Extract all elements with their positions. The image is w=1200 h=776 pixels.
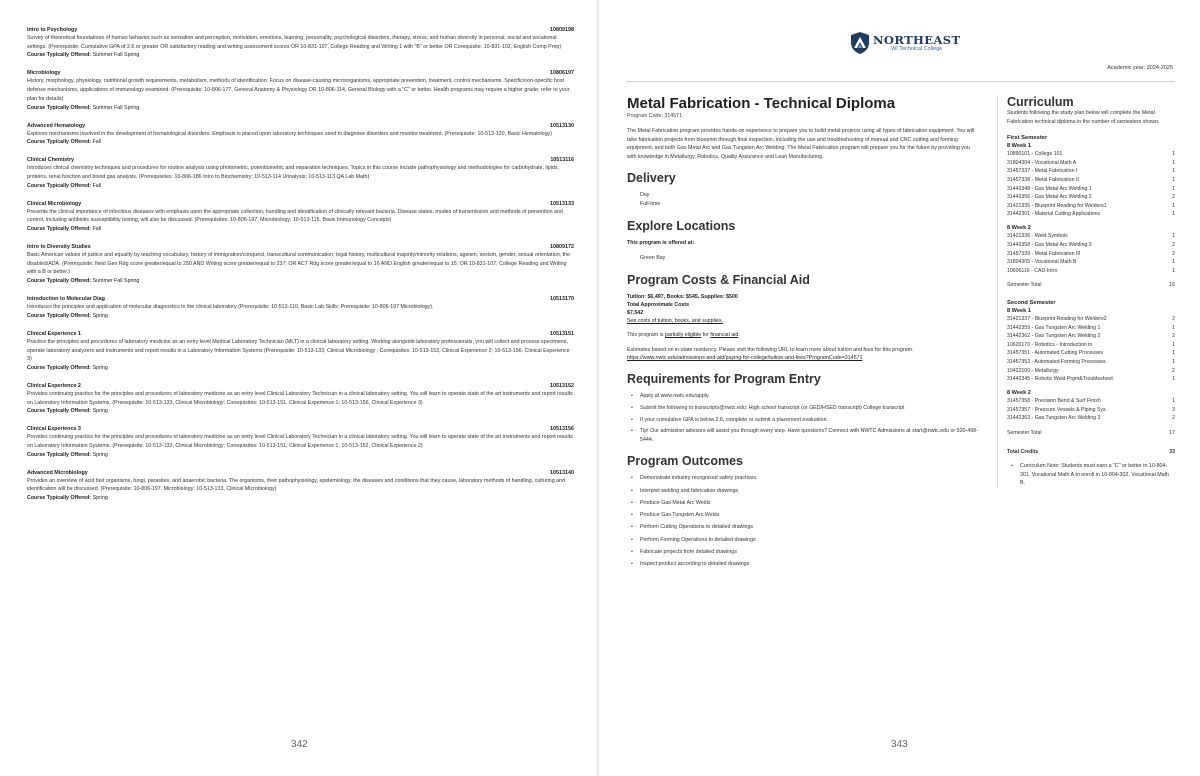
course-title: Clinical Microbiology — [27, 200, 82, 207]
course-credits: 1 — [1172, 233, 1175, 240]
course-offered-label: Course Typically Offered: — [27, 364, 92, 371]
curriculum-course-row — [1007, 341, 1175, 350]
course-entry — [27, 123, 574, 147]
course-credits: 1 — [1172, 398, 1175, 405]
course-code: 10513130 — [550, 122, 574, 129]
tuition-url-link[interactable]: https://www.nwtc.edu/admissions-and-aid/paying-for-college/tuition-and-fees?ProgramCode=314571 — [627, 354, 863, 361]
course-header — [27, 383, 574, 390]
course-title: Advanced Hematology — [27, 122, 86, 129]
course-credits: 1 — [1172, 176, 1175, 183]
academic-year: Academic year: 2024-2025 — [1107, 65, 1173, 71]
total-credits-label: Total Credits — [1007, 448, 1039, 455]
course-title: Introduction to Molecular Diag — [27, 296, 105, 303]
page-number: 342 — [291, 739, 308, 750]
course-description: Practice the principles and procedures of laboratory medicine as an entry level Medical Laboratory Technician (MLT) in a clinical laboratory setting. Working alongside laboratory professionals, you will collect and process specimens, operate laboratory analyzers and instruments and report results in a Laboratory Information Systems (Prerequisite: 10-513-133, Clinical Microbiology ; Corequisites: 10-513-152, Clinical Experience 2; 10-513-156, Clinical Experience 3) — [27, 338, 570, 363]
delivery-item: Full-time — [640, 201, 661, 208]
course-header — [27, 244, 574, 251]
course-header — [27, 157, 574, 164]
course-entry — [27, 201, 574, 233]
eligibility-text: . — [738, 332, 740, 339]
course-name: 31442345 - Robotic Weld Prgm&Troubleshoot — [1007, 376, 1113, 383]
semester-total-value: 16 — [1169, 282, 1175, 289]
delivery-heading: Delivery — [627, 171, 676, 186]
curriculum-course-row — [1007, 193, 1175, 202]
course-credits: 1 — [1172, 376, 1175, 383]
course-credits: 1 — [1172, 168, 1175, 175]
course-offered-terms: Summer Fall Spring — [92, 104, 140, 111]
course-credits: 1 — [1172, 267, 1175, 274]
course-offered-terms: Spring — [92, 495, 108, 502]
course-offered — [27, 451, 574, 459]
course-name: 31442348 - Gas Metal Arc Welding 1 — [1007, 185, 1092, 192]
eligibility-text: for — [702, 332, 709, 339]
course-header — [27, 201, 574, 208]
course-name: 31457339 - Metal Fabrication III — [1007, 250, 1081, 257]
course-credits: 1 — [1172, 159, 1175, 166]
offered-at-label: This program is offered at: — [627, 240, 695, 247]
course-title: Clinical Experience 3 — [27, 426, 81, 433]
course-offered — [27, 225, 574, 233]
course-name: 10606116 - CAD-Intro — [1007, 267, 1058, 274]
course-name: 31457337 - Metal Fabrication I — [1007, 168, 1078, 175]
logo-wordmark: NORTHEAST — [873, 32, 961, 47]
course-description: Survey of theoretical foundations of human behavior such as sensation and perception, motivation, emotions, learning, personality, psychological disorders, therapy, stress, and human diversity in personal, social and vocational settings. (Prerequisite: Cumulative GPA of 2.6 or greater OR satisfactory reading and writing assessment scores OR 10-831-107, College Reading and Writing 1 with "B" or better OR Corequisite: 10-831-102, English Comp Prep) — [27, 35, 562, 50]
course-offered — [27, 407, 574, 415]
course-name: 31442358 - Gas Metal Arc Welding 3 — [1007, 242, 1092, 249]
curriculum-course-row — [1007, 332, 1175, 341]
curriculum-course-row — [1007, 267, 1175, 276]
curriculum-course-row — [1007, 315, 1175, 324]
semester-total-label: Semester Total — [1007, 430, 1042, 437]
course-offered-label: Course Typically Offered: — [27, 451, 92, 458]
curriculum-course-row — [1007, 167, 1175, 176]
outcome-item: • Perform Cutting Operations to detailed drawings — [627, 523, 979, 531]
course-code: 10806197 — [550, 70, 574, 77]
course-entry — [27, 70, 574, 111]
course-header — [27, 426, 574, 433]
curriculum-course-row — [1007, 406, 1175, 415]
course-credits: 1 — [1172, 202, 1175, 209]
course-offered — [27, 182, 574, 190]
requirement-item: • Tip! Our admission advisors will assist you through every step. Have questions? Connect with NWTC Admissions at start@nwtc.edu or 920-498-5444. — [627, 427, 979, 444]
course-title: Advanced Microbiology — [27, 469, 88, 476]
page-number: 343 — [891, 739, 908, 750]
curriculum-heading: Curriculum — [1007, 95, 1074, 109]
course-offered-terms: Fall — [92, 182, 102, 189]
course-header — [27, 296, 574, 303]
course-offered-terms: Spring — [92, 364, 108, 371]
course-offered-terms: Spring — [92, 408, 108, 415]
course-description: Provides continuing practice for the principles and procedures of laboratory medicine as an entry level Clinical Laboratory Technician in a clinical laboratory setting. You will learn to operate state of the art instruments and report results on Laboratory Information Systems. (Prerequisite: 10-513-133, Clinical Microbiology; Corequisites: 10-513-151, Clinical Experience 1; 10-513-156, Clinical Experience 3) — [27, 390, 573, 406]
tuition-line: Tuition: $6,497, Books: $545, Supplies: $500 — [627, 293, 738, 300]
course-name: 31457358 - Precision Bend & Surf Finish — [1007, 398, 1101, 405]
course-credits: 2 — [1172, 333, 1175, 340]
course-offered-label: Course Typically Offered: — [27, 104, 92, 111]
curriculum-course-row — [1007, 176, 1175, 185]
course-list — [27, 27, 574, 513]
course-offered-terms: Spring — [92, 312, 108, 319]
course-credits: 2 — [1172, 367, 1175, 374]
curriculum-course-row — [1007, 232, 1175, 241]
course-credits: 1 — [1172, 341, 1175, 348]
curriculum-course-row — [1007, 159, 1175, 168]
course-name: 31457338 - Metal Fabrication II — [1007, 176, 1079, 183]
course-offered-label: Course Typically Offered: — [27, 408, 92, 415]
college-logo — [850, 31, 960, 55]
course-name: 31442359 - Gas Tungsten Arc Welding 1 — [1007, 324, 1101, 331]
course-offered-label: Course Typically Offered: — [27, 495, 92, 502]
outcome-item: • Produce Gas Tungsten Arc Welds — [627, 511, 979, 519]
logo-subtitle: WI Technical College — [891, 45, 943, 52]
curriculum-course-row — [1007, 202, 1175, 211]
curriculum-course-row — [1007, 397, 1175, 406]
course-entry — [27, 470, 574, 502]
financial-aid-link[interactable]: financial aid — [710, 332, 739, 339]
course-offered-label: Course Typically Offered: — [27, 182, 92, 189]
course-credits: 2 — [1172, 242, 1175, 249]
course-credits: 2 — [1172, 194, 1175, 201]
locations-heading: Explore Locations — [627, 219, 736, 234]
financial-aid-eligibility — [627, 331, 979, 339]
course-name: 10422100 - Metallurgy — [1007, 367, 1059, 374]
course-credits: 1 — [1172, 324, 1175, 331]
course-name: 31421337 - Blueprint Reading for Welders2 — [1007, 316, 1107, 322]
first-semester-title: First Semester — [1007, 135, 1048, 142]
course-code: 10513140 — [550, 469, 574, 476]
curriculum-course-row — [1007, 258, 1175, 267]
curriculum-course-row — [1007, 414, 1175, 423]
course-name: 31442301 - Material Cutting Applications — [1007, 211, 1101, 218]
right-page — [600, 0, 1200, 776]
total-credits-value: 33 — [1169, 448, 1175, 455]
course-name: 31457351 - Automated Cutting Processes — [1007, 350, 1104, 357]
semester-total-row — [1007, 429, 1175, 438]
course-description: Provides continuing practice for the principles and procedures of laboratory medicine as an entry level Clinical Laboratory Technician in a clinical laboratory setting. You will learn to operate state of the art instruments and report results on Laboratory Information Systems. (Prerequisite: 10-513-133, Clinical Microbiology; Corequisites: 10-513-151, Clinical Experience 1; 10-513-152, Clinical Experience 2) — [27, 434, 573, 450]
course-credits: 3 — [1172, 406, 1175, 413]
delivery-item: Day — [640, 192, 650, 199]
course-code: 10513156 — [550, 426, 574, 433]
course-offered — [27, 277, 574, 285]
course-name: 31442356 - Gas Metal Arc Welding 2 — [1007, 194, 1092, 201]
total-costs-value: $7,542 — [627, 309, 644, 316]
course-offered — [27, 364, 574, 372]
course-description: Introduces clinical chemistry techniques and procedures for routine analysis using photometric, potentiometric and separation techniques. Topics in this course include pathophysiology and methodologies for carbohydrate, lipids, proteins, renal function and blood gas analysis. (Prerequisites: 10-806-186 Intro to Biochemistry; 10-513-114 Urinalysis; 10-513-113 QA Lab Math) — [27, 165, 559, 180]
costs-heading: Program Costs & Financial Aid — [627, 272, 810, 287]
outcome-item: • Interpret welding and fabrication drawings — [627, 487, 979, 495]
outcome-item: • Demonstrate industry recognized safety practices. — [627, 474, 979, 482]
curriculum-sidebar — [997, 95, 1175, 488]
semester-total-value: 17 — [1169, 430, 1175, 437]
course-offered-terms: Fall — [92, 226, 102, 233]
course-name: 31457352 - Automated Forming Processes — [1007, 358, 1106, 365]
course-offered-label: Course Typically Offered: — [27, 278, 92, 285]
curriculum-note-list — [1007, 462, 1175, 488]
course-header — [27, 470, 574, 477]
course-header — [27, 331, 574, 338]
program-intro: The Metal Fabrication program provides hands-on experience to prepare you to build metal projects using all types of fabrication equipment. You will take fabrication projects from blueprint through final inspection, including the use and troubleshooting of manual and CNC cutting and forming equipment, and both Gas Metal Arc and Gas Tungsten Arc Welding. The Metal Fabrication program will prepare you for the future by providing you with knowledge in Metallurgy, Robotics, Quality Assurance and Lean Manufacturing. — [627, 128, 975, 160]
week-label: 8 Week 1 — [1007, 307, 1031, 314]
requirement-item: • Submit the following to transcripts@nwtc.edu: High school transcript (or GED/HSED transcript) College transcript — [627, 404, 979, 412]
course-entry — [27, 157, 574, 189]
course-offered-label: Course Typically Offered: — [27, 226, 92, 233]
course-title: Intro to Diversity Studies — [27, 244, 91, 251]
course-rows — [1007, 397, 1175, 423]
course-title: Clinical Experience 2 — [27, 382, 81, 389]
course-offered — [27, 494, 574, 502]
course-credits: 2 — [1172, 316, 1175, 322]
course-offered — [27, 138, 574, 146]
course-credits: 2 — [1172, 415, 1175, 422]
course-description: History, morphology, physiology, nutritional growth requirements, metabolism, methods of identification. Focus on disease-causing microorganisms, appropriate prevention, treatment, control mechanisms. Specific/non-specific host defense mechanisms, applications of immunology examined. (Prerequisite: 10-806-177, General Anatomy & Physiology OR 10-806-114, General Biology with a "C" or better. Health programs may require a higher grade; refer to your plan for details) — [27, 78, 570, 102]
course-header — [27, 27, 574, 34]
curriculum-note: • Curriculum Note: Students must earn a "C" or better in 10-804-301, Vocational Math A to enroll in 10-804-302, Vocational Math B. — [1007, 462, 1175, 488]
outcomes-list — [627, 474, 979, 568]
course-code: 10513152 — [550, 382, 574, 389]
curriculum-course-row — [1007, 324, 1175, 333]
program-code: Program Code: 314571 — [627, 113, 683, 119]
course-title: Intro to Psychology — [27, 27, 78, 33]
curriculum-course-row — [1007, 349, 1175, 358]
estimates-note: Estimates based on in-state residency. Please visit the following URL to learn more about tuition and fees for this program. — [627, 346, 914, 353]
curriculum-course-row — [1007, 150, 1175, 159]
partially-eligible-link[interactable]: partially eligible — [664, 332, 702, 339]
course-offered-label: Course Typically Offered: — [27, 139, 92, 146]
course-description: Explores mechanisms involved in the development of hematological disorders. Emphasis is placed upon laboratory techniques used to diagnose disorders and monitor treatment. (Prerequisite: 10-513-120, Basic Hematology) — [27, 130, 552, 137]
course-title: Clinical Experience 1 — [27, 330, 81, 337]
curriculum-course-row — [1007, 367, 1175, 376]
second-semester-title: Second Semester — [1007, 300, 1056, 306]
total-costs-label: Total Approximate Costs — [627, 301, 690, 308]
course-name: 31804304 - Vocational Math A — [1007, 159, 1077, 166]
course-code: 10513133 — [550, 200, 574, 207]
course-name: 31804305 - Vocational Math B — [1007, 259, 1077, 266]
course-name: 10890101 - College 101 — [1007, 151, 1063, 158]
course-entry — [27, 27, 574, 59]
course-offered-terms: Fall — [92, 139, 102, 146]
course-offered-terms: Summer Fall Spring — [92, 278, 140, 285]
requirements-list — [627, 392, 979, 444]
course-entry — [27, 244, 574, 285]
course-code: 10513170 — [550, 296, 574, 303]
curriculum-intro: Students following the study plan below will complete the Metal Fabrication technical diploma in the number of semesters shown. — [1007, 110, 1160, 125]
week-label: 8 Week 2 — [1007, 389, 1031, 396]
location-item: Green Bay — [640, 254, 666, 261]
course-entry — [27, 383, 574, 415]
outcome-item: • Fabricate projects from detailed drawings — [627, 548, 979, 556]
outcomes-heading: Program Outcomes — [627, 454, 744, 469]
course-rows — [1007, 232, 1175, 275]
course-offered-terms: Spring — [92, 451, 108, 458]
course-credits: 2 — [1172, 250, 1175, 257]
curriculum-course-row — [1007, 185, 1175, 194]
course-offered — [27, 51, 574, 59]
course-name: 31457357 - Pressure Vessels & Piping Sys — [1007, 406, 1106, 413]
course-offered-terms: Summer Fall Spring — [92, 52, 140, 59]
requirement-item: • If your cumulative GPA is below 2.6, complete or submit a placement evaluation. — [627, 416, 979, 424]
course-credits: 1 — [1172, 211, 1175, 218]
course-header — [27, 123, 574, 130]
requirements-heading: Requirements for Program Entry — [627, 372, 821, 386]
program-title: Metal Fabrication - Technical Diploma — [627, 95, 896, 112]
course-name: 31442362 - Gas Tungsten Arc Welding 2 — [1007, 333, 1101, 340]
curriculum-course-row — [1007, 250, 1175, 259]
course-description: Presents the clinical importance of infectious diseases with emphasis upon the appropriate collection, handling and identification of clinically relevant bacteria. Disease states, modes of transmission and methods of prevention and control, including antibiotic susceptibility testing, will also be discussed. (Prerequisites: 10-806-197, Microbiology; 10-513-115, Basic Immunology Concepts) — [27, 208, 563, 224]
course-offered — [27, 312, 574, 320]
course-code: 10809172 — [550, 244, 574, 251]
course-credits: 1 — [1172, 151, 1175, 158]
course-code: 10513116 — [550, 157, 574, 164]
week-label: 8 Week 1 — [1007, 142, 1031, 149]
course-rows — [1007, 315, 1175, 384]
course-credits: 1 — [1172, 350, 1175, 357]
semester-total-row — [1007, 281, 1175, 290]
course-entry — [27, 296, 574, 320]
outcome-item: • Inspect product according to detailed drawings — [627, 560, 979, 568]
program-main-column — [627, 95, 979, 573]
left-page — [0, 0, 598, 776]
course-description: Basic American values of justice and equality by teaching vocabulary, history of immigration/conquest, transcultural communication, legal history, multicultural majority/minority relations, ageism, sexism, gender, sexual orientation, the disabled/ADA. (Prerequisite: Next Gen Rdg score greater/equal to 250 AND Writing score greater/equal to 237; OR ACT Rdg score greater/equal to 16 AND English greater/equal to 15; OR 10-831-107, College Reading and Writing with a B or better.) — [27, 252, 570, 276]
course-description: Introduces the principles and application of molecular diagnostics in the clinical laboratory (Prerequisite: 10-513-110, Basic Lab Skills; Prerequisite: 10-806-197 Microbiology). — [27, 304, 434, 311]
course-code: 10809198 — [550, 27, 574, 33]
course-description: Provides an overview of acid fast organisms, fungi, parasites, and anaerobic bacteria. The organisms, their pathophysiology, epidemiology, the diseases and conditions that they cause, laboratory methods of handling, culturing and identification will be discussed. (Prerequisite: 10-806-197, Microbiology; 10-513-133, Clinical Microbiology) — [27, 477, 565, 493]
course-offered-label: Course Typically Offered: — [27, 52, 92, 59]
curriculum-course-row — [1007, 210, 1175, 219]
outcome-item: • Produce Gas Metal Arc Welds — [627, 499, 979, 507]
course-rows — [1007, 150, 1175, 219]
course-credits: 1 — [1172, 185, 1175, 192]
shield-logo-icon — [850, 31, 870, 55]
course-offered-label: Course Typically Offered: — [27, 312, 92, 319]
course-title: Microbiology — [27, 70, 61, 77]
course-name: 31442363 - Gas Tungsten Arc Welding 3 — [1007, 415, 1101, 422]
course-header — [27, 70, 574, 77]
course-name: 31421336 - Weld Symbols — [1007, 233, 1068, 240]
curriculum-course-row — [1007, 241, 1175, 250]
requirement-item: • Apply at www.nwtc.edu/apply. — [627, 392, 979, 400]
outcome-item: • Perform Forming Operations to detailed drawings — [627, 536, 979, 544]
semester-total-label: Semester Total — [1007, 282, 1042, 289]
total-credits-row — [1007, 448, 1175, 457]
course-entry — [27, 331, 574, 372]
curriculum-course-row — [1007, 358, 1175, 367]
course-credits: 1 — [1172, 259, 1175, 266]
week-label: 8 Week 2 — [1007, 224, 1031, 231]
see-costs-link[interactable]: See costs of tuition, books, and supplies. — [627, 318, 723, 325]
header-divider — [627, 81, 1175, 82]
course-title: Clinical Chemistry — [27, 157, 75, 164]
course-credits: 1 — [1172, 358, 1175, 365]
course-name: 10620170 - Robotics - Introduction to — [1007, 341, 1093, 348]
course-offered — [27, 104, 574, 112]
course-entry — [27, 426, 574, 458]
course-code: 10513151 — [550, 330, 574, 337]
course-name: 31421335 - Blueprint Reading for Welders1 — [1007, 202, 1107, 209]
curriculum-course-row — [1007, 375, 1175, 384]
eligibility-text: This program is — [627, 332, 664, 339]
